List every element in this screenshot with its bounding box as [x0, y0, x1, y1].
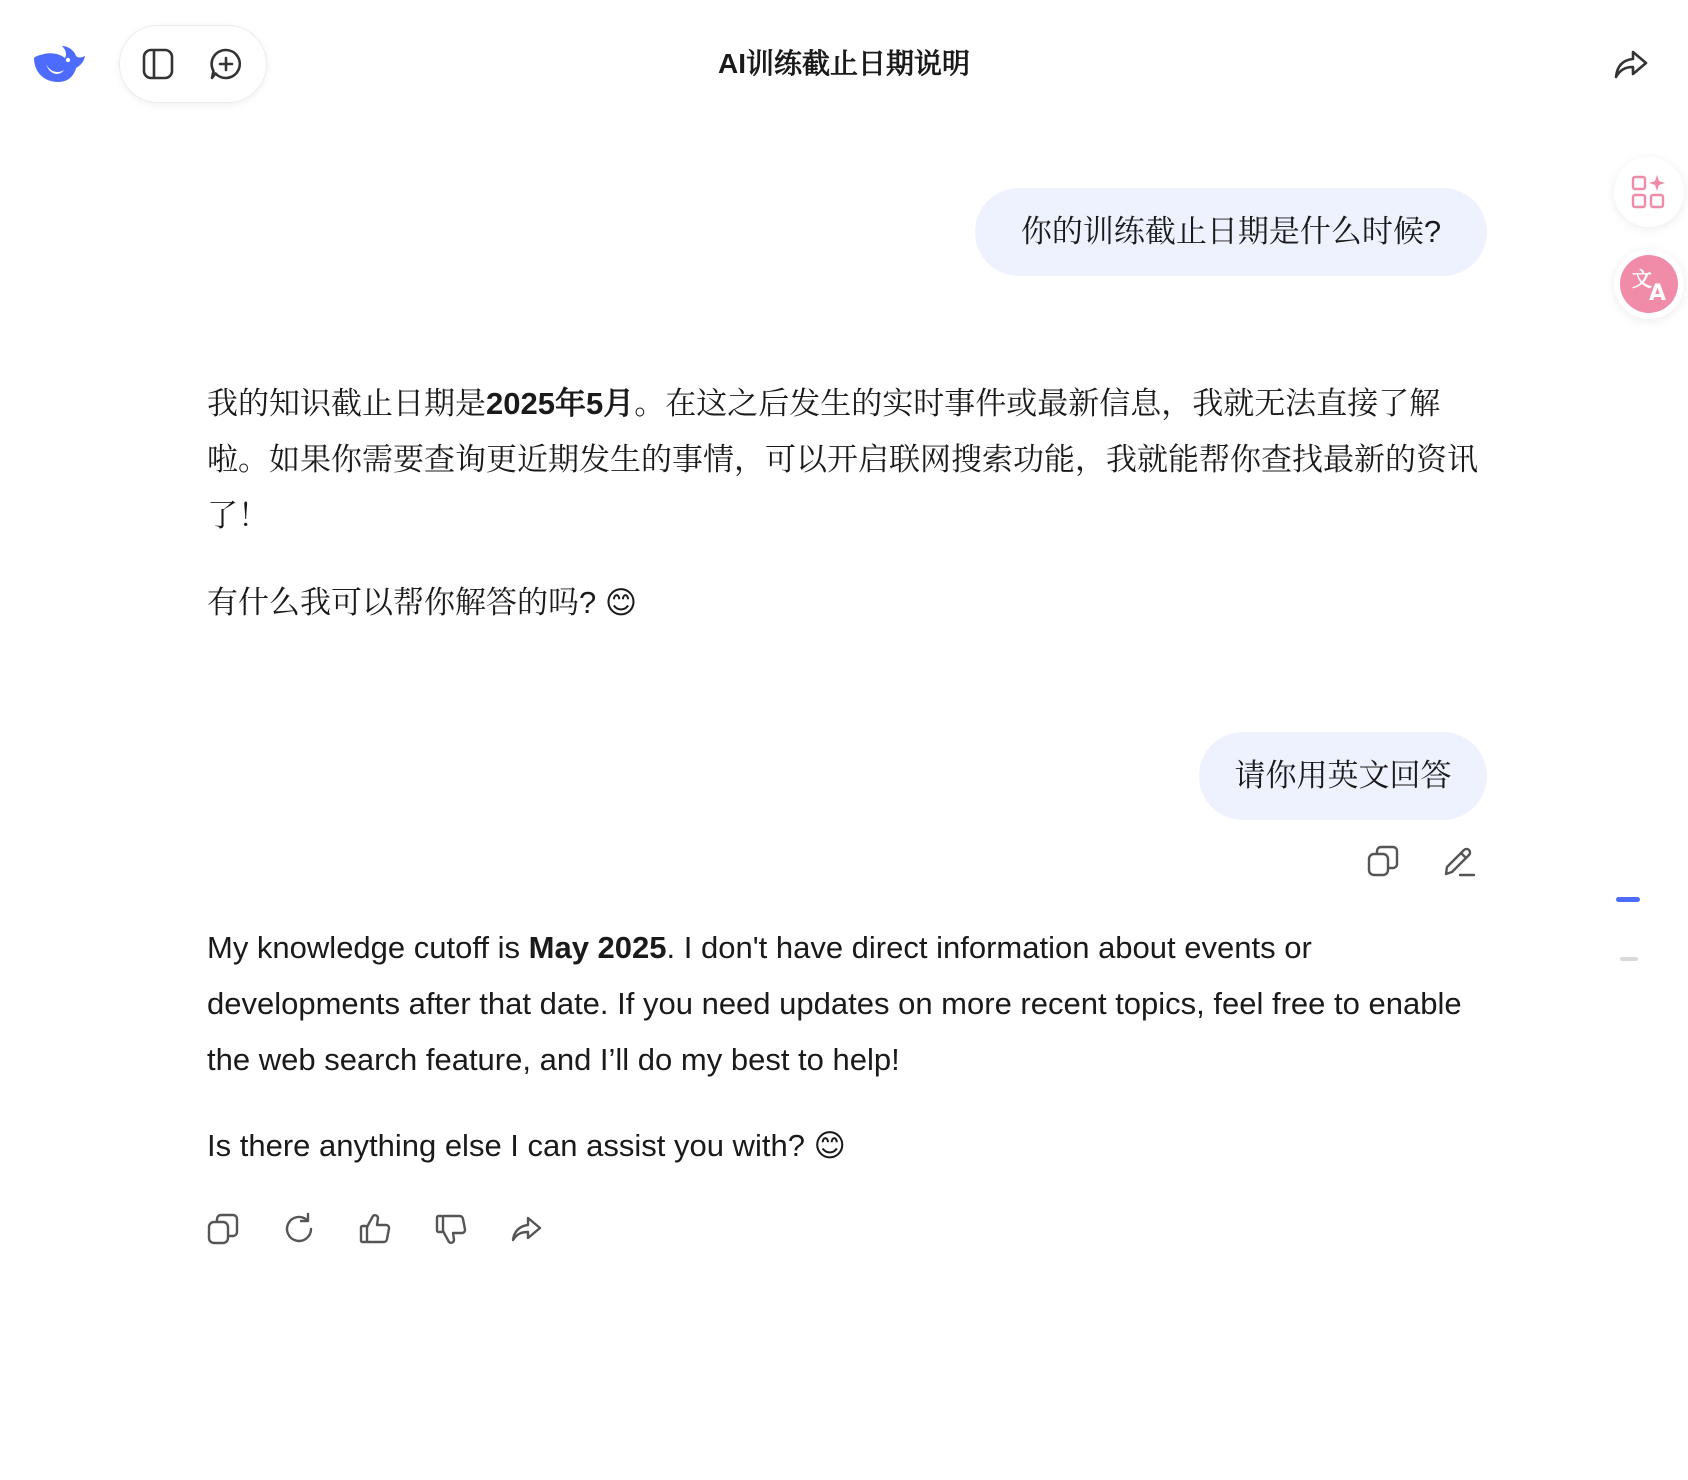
translate-button[interactable]: [1614, 249, 1684, 319]
like-button[interactable]: [355, 1209, 395, 1249]
page-title: AI训练截止日期说明: [717, 48, 970, 79]
copy-icon: [1366, 844, 1400, 878]
share-icon: [1611, 44, 1651, 84]
assistant-bold-text: May 2025: [528, 930, 667, 965]
dislike-button[interactable]: [431, 1209, 471, 1249]
assistant-text: . I don't have direct information about events or developments after that date. If you need updates on more recent topics, feel free to enable the web search feature, and I’ll do my best to help!: [207, 930, 1462, 1077]
assistant-message-paragraph: [207, 1118, 1497, 1174]
assistant-text: 我的知识截止日期是: [207, 386, 486, 421]
assistant-message-paragraph: [207, 376, 1497, 544]
edit-icon: [1442, 844, 1476, 878]
share-response-button[interactable]: [507, 1209, 547, 1249]
translate-icon: [1619, 254, 1679, 314]
assistant-text: 有什么我可以帮你解答的吗?: [207, 585, 597, 620]
assistant-text: My knowledge cutoff is: [207, 930, 529, 965]
edit-message-button[interactable]: [1439, 841, 1479, 881]
share-icon: [510, 1212, 544, 1246]
smile-emoji: 😊: [604, 585, 638, 620]
user-message-bubble: 请你用英文回答: [1199, 732, 1487, 820]
thumbs-down-icon: [434, 1212, 468, 1246]
assistant-text: Is there anything else I can assist you with?: [207, 1128, 805, 1163]
conversation-nav-marker[interactable]: [1620, 957, 1638, 961]
user-message-bubble: 你的训练截止日期是什么时候?: [975, 188, 1487, 276]
assistant-message-paragraph: [207, 920, 1497, 1088]
copy-response-button[interactable]: [203, 1209, 243, 1249]
regenerate-icon: [282, 1212, 316, 1246]
thumbs-up-icon: [358, 1212, 392, 1246]
svg-text:A: A: [1649, 281, 1667, 306]
assistant-text: 。在这之后发生的实时事件或最新信息，我就无法直接了解啦。如果你需要查询更近期发生的事情，可以开启联网搜索功能，我就能帮你查找最新的资讯了！: [207, 386, 1478, 533]
regenerate-button[interactable]: [279, 1209, 319, 1249]
apps-sparkle-icon: [1629, 172, 1669, 212]
conversation-nav-marker-active[interactable]: [1616, 897, 1640, 902]
copy-icon: [206, 1212, 240, 1246]
apps-button[interactable]: [1614, 157, 1684, 227]
assistant-bold-text: 2025年5月: [486, 386, 635, 421]
smile-emoji: 😊: [813, 1128, 846, 1163]
share-button[interactable]: [1611, 44, 1651, 84]
copy-message-button[interactable]: [1363, 841, 1403, 881]
assistant-message-paragraph: [207, 575, 1497, 631]
svg-text:文: 文: [1632, 267, 1652, 291]
